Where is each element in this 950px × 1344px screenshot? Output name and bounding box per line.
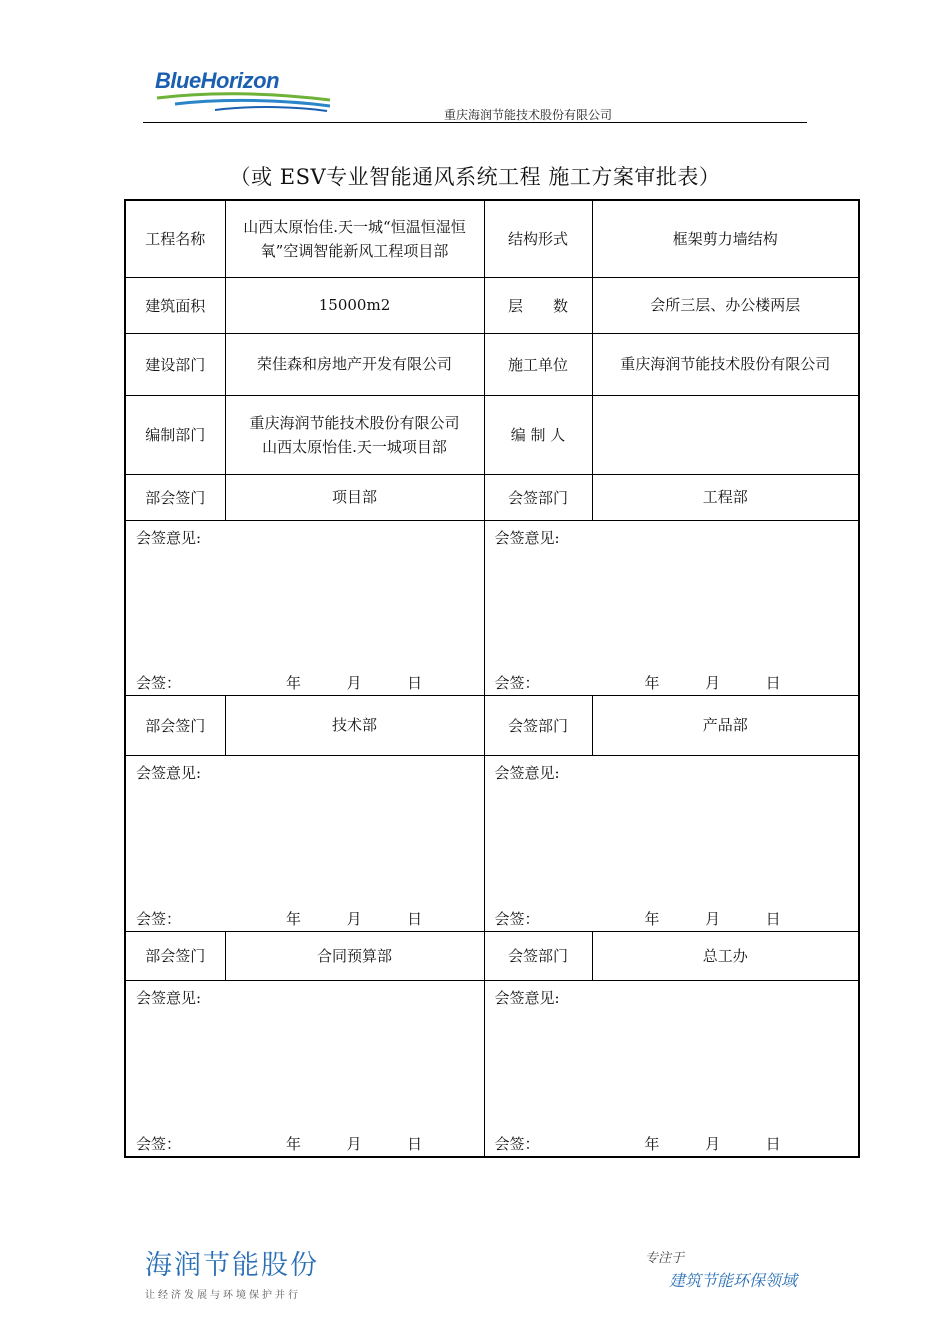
opinion-box-left[interactable] <box>125 520 484 695</box>
month-label: 月 <box>346 1135 362 1153</box>
approval-table <box>124 199 860 1158</box>
contractor-value: 重庆海润节能技术股份有限公司 <box>592 333 859 395</box>
table-row <box>125 395 859 474</box>
bluehorizon-logo <box>155 68 335 114</box>
sign-label: 会签： <box>494 1135 540 1153</box>
sign-dept-right: 产品部 <box>592 695 859 755</box>
sign-label: 会签： <box>136 909 182 928</box>
footer-slogan: 让经济发展与环境保护并行 <box>145 1290 301 1301</box>
date-fields <box>645 908 781 929</box>
compiler-value[interactable] <box>592 395 859 474</box>
sign-dept-label-right: 会签部门 <box>484 695 592 755</box>
opinion-label: 会签意见: <box>136 988 202 1007</box>
document-title: （或 ESV专业智能通风系统工程 施工方案审批表） <box>229 165 721 189</box>
day-label: 日 <box>765 1135 781 1153</box>
compiler-dept-line-2: 山西太原怡佳.天一城项目部 <box>262 437 447 456</box>
year-label: 年 <box>286 1135 302 1153</box>
table-row <box>125 474 859 520</box>
sign-dept-left: 合同预算部 <box>225 931 484 980</box>
compiler-dept-line-1: 重庆海润节能技术股份有限公司 <box>249 413 460 432</box>
day-label: 日 <box>407 909 423 928</box>
project-name-label: 工程名称 <box>125 200 225 277</box>
date-fields <box>645 1133 781 1154</box>
table-row <box>125 200 859 277</box>
day-label: 日 <box>407 1135 423 1153</box>
sign-label: 会签： <box>494 673 540 692</box>
sign-dept-right: 总工办 <box>592 931 859 980</box>
sign-dept-label-right: 会签部门 <box>484 931 592 980</box>
day-label: 日 <box>407 673 423 692</box>
logo-wave-icon <box>155 90 335 114</box>
floors-value: 会所三层、办公楼两层 <box>592 277 859 333</box>
footer-brand: 海润节能股份 <box>145 1250 319 1281</box>
footer-focus-block <box>645 1247 797 1291</box>
month-label: 月 <box>705 1135 721 1153</box>
opinion-label: 会签意见: <box>136 763 202 782</box>
structure-value: 框架剪力墙结构 <box>592 200 859 277</box>
table-row <box>125 931 859 980</box>
opinion-box-right[interactable] <box>484 755 859 931</box>
structure-label: 结构形式 <box>484 200 592 277</box>
day-label: 日 <box>765 909 781 928</box>
opinion-box-left[interactable] <box>125 755 484 931</box>
compiler-dept-value <box>225 395 484 474</box>
sign-label: 会签： <box>494 909 540 928</box>
area-label: 建筑面积 <box>125 277 225 333</box>
table-row <box>125 333 859 395</box>
opinion-box-right[interactable] <box>484 980 859 1157</box>
footer-focus: 专注于 <box>645 1251 685 1266</box>
opinion-box-left[interactable] <box>125 980 484 1157</box>
month-label: 月 <box>346 909 362 928</box>
opinion-label: 会签意见: <box>494 763 560 782</box>
header-company-name: 重庆海润节能技术股份有限公司 <box>444 108 613 122</box>
month-label: 月 <box>705 673 721 692</box>
date-fields <box>286 908 422 929</box>
builder-label: 建设部门 <box>125 333 225 395</box>
sign-dept-left: 项目部 <box>225 474 484 520</box>
opinion-box-right[interactable] <box>484 520 859 695</box>
table-row <box>125 277 859 333</box>
sign-dept-label-left: 部会签门 <box>125 695 225 755</box>
date-fields <box>286 1133 422 1154</box>
table-row <box>125 980 859 1157</box>
footer-brand-block <box>145 1243 319 1301</box>
year-label: 年 <box>644 909 660 928</box>
opinion-label: 会签意见: <box>494 988 560 1007</box>
sign-dept-label-right: 会签部门 <box>484 474 592 520</box>
sign-dept-label-left: 部会签门 <box>125 931 225 980</box>
month-label: 月 <box>346 673 362 692</box>
logo-text: BlueHorizon <box>155 68 280 93</box>
year-label: 年 <box>644 673 660 692</box>
table-row <box>125 695 859 755</box>
table-row <box>125 755 859 931</box>
month-label: 月 <box>705 909 721 928</box>
day-label: 日 <box>765 673 781 692</box>
footer-field: 建筑节能环保领域 <box>669 1271 798 1290</box>
sign-dept-left: 技术部 <box>225 695 484 755</box>
compiler-dept-label: 编制部门 <box>125 395 225 474</box>
year-label: 年 <box>644 1135 660 1153</box>
builder-value: 荣佳森和房地产开发有限公司 <box>225 333 484 395</box>
opinion-label: 会签意见: <box>136 528 202 547</box>
compiler-label: 编 制 人 <box>484 395 592 474</box>
sign-label: 会签： <box>136 673 182 692</box>
date-fields <box>645 672 781 693</box>
header-divider <box>143 122 807 123</box>
sign-dept-right: 工程部 <box>592 474 859 520</box>
sign-dept-label-left: 部会签门 <box>125 474 225 520</box>
sign-label: 会签： <box>136 1135 182 1153</box>
area-value: 15000m2 <box>225 277 484 333</box>
opinion-label: 会签意见: <box>494 528 560 547</box>
year-label: 年 <box>286 909 302 928</box>
contractor-label: 施工单位 <box>484 333 592 395</box>
year-label: 年 <box>286 673 302 692</box>
date-fields <box>286 672 422 693</box>
floors-label: 层 数 <box>484 277 592 333</box>
table-row <box>125 520 859 695</box>
project-name-value: 山西太原怡佳.天一城“恒温恒湿恒氧”空调智能新风工程项目部 <box>225 200 484 277</box>
